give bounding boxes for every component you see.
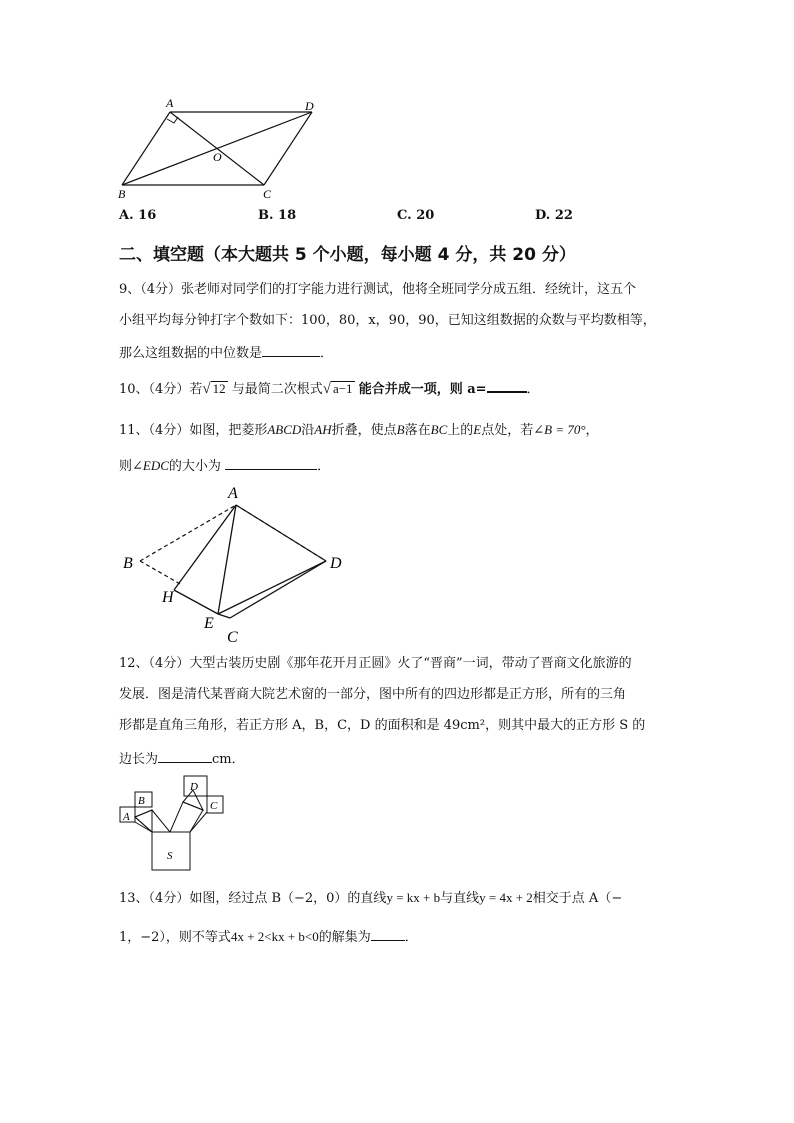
q11-angle-edc: ∠EDC (132, 458, 169, 473)
q11-text-4: 落在 (404, 423, 431, 438)
dashed-bh (140, 561, 182, 585)
label-h: H (162, 589, 174, 606)
segment-ac-hint (236, 505, 326, 561)
q11-text-5: 上的 (447, 423, 474, 438)
q10-end: ． (526, 382, 540, 397)
q11-text-1: 11、（4分）如图，把菱形 (119, 423, 268, 438)
q9-answer-blank[interactable] (262, 344, 320, 357)
segment-ed (218, 561, 326, 614)
q10-answer-blank[interactable] (487, 379, 527, 393)
side-ab (122, 112, 170, 185)
segment-ah (174, 505, 236, 590)
q11-angle-b: ∠B = 70° (533, 422, 586, 437)
q11-line2-end: ． (317, 459, 331, 474)
q9-line3-text: 那么这组数据的中位数是 (119, 346, 263, 361)
label-o: O (213, 150, 222, 164)
label-c: C (227, 629, 238, 646)
choice-c[interactable]: C. 20 (397, 208, 435, 223)
q11-text-3: 折叠，使点 (331, 423, 397, 438)
label-c: C (263, 187, 272, 201)
q13-answer-blank[interactable] (371, 928, 405, 941)
right-angle-mark (167, 117, 178, 123)
q11-line2-mid: 的大小为 (168, 459, 221, 474)
q12-line4 (119, 750, 245, 768)
q13-line2 (119, 928, 418, 946)
q13-text-3: 相交于点 A（− (532, 891, 623, 906)
q11-line1 (119, 422, 599, 439)
choice-a[interactable]: A. 16 (119, 208, 157, 223)
triangle-right (183, 790, 203, 810)
dashed-ba (140, 505, 236, 561)
connector-left (135, 822, 152, 832)
q13-inequality: 4x + 2<kx + b<0 (230, 929, 319, 944)
label-s: S (167, 850, 173, 862)
label-d: D (330, 555, 342, 572)
label-a: A (166, 96, 174, 110)
q11-b: B (396, 422, 405, 437)
q11-text-2: 沿 (301, 423, 315, 438)
q13-line-a: y = kx + b (386, 890, 441, 905)
label-e: E (204, 615, 214, 632)
segment-he (174, 590, 218, 614)
q12-answer-blank[interactable] (158, 750, 212, 763)
q13-text-2: 与直线 (440, 891, 480, 906)
label-c: C (210, 800, 218, 812)
label-d: D (305, 99, 314, 113)
diagonal-bd (122, 112, 312, 185)
segment-ec (218, 614, 230, 618)
side-dc (264, 112, 312, 185)
q10-prefix: 10、（4分）若 (119, 382, 203, 397)
squares-figure (115, 772, 230, 872)
q11-answer-blank[interactable] (225, 457, 317, 470)
q10-middle: 与最简二次根式 (231, 382, 323, 397)
connector-right (190, 812, 207, 832)
square-right (170, 802, 203, 832)
q12-line3: 形都是直角三角形，若正方形 A，B，C，D 的面积和是 49cm²，则其中最大的正方形 S 的 (119, 718, 646, 733)
segment-cd (230, 561, 326, 618)
q13-line2-mid: 的解集为 (318, 930, 371, 945)
q10-line (119, 379, 540, 398)
q9-end: ． (320, 346, 334, 361)
q12-line1: 12、（4分）大型古装历史剧《那年花开月正圆》火了“晋商”一词，带动了晋商文化旅游的 (119, 656, 632, 671)
label-b: B (138, 795, 145, 807)
q11-line2-prefix: 则 (119, 459, 133, 474)
q13-text-1: 13、（4分）如图，经过点 B（−2，0）的直线 (119, 891, 387, 906)
q11-e: E (473, 422, 482, 437)
q12-line4-prefix: 边长为 (119, 752, 159, 767)
q13-line2-end: ． (404, 930, 418, 945)
label-d: D (190, 781, 198, 793)
q13-line1 (119, 890, 622, 907)
q11-text-6: 点处，若 (481, 423, 534, 438)
q13-line-b: y = 4x + 2 (479, 890, 533, 905)
sqrt-12: √ 12 (202, 381, 226, 397)
q11-line2 (119, 457, 330, 475)
label-a: A (228, 485, 238, 502)
q9-line1: 9、（4分）张老师对同学们的打字能力进行测试，他将全班同学分成五组．经统计，这五个 (119, 282, 637, 297)
q13-line2-prefix: 1，−2），则不等式 (119, 930, 231, 945)
q11-bc: BC (430, 422, 448, 437)
rhombus-figure (118, 478, 358, 648)
q12-line4-end: cm． (212, 752, 245, 767)
parallelogram-figure (112, 95, 322, 203)
q9-line2: 小组平均每分钟打字个数如下：100，80，x，90，90，已知这组数据的众数与平均数相等， (119, 313, 656, 328)
label-b: B (118, 187, 126, 201)
choice-b[interactable]: B. 18 (258, 208, 297, 223)
label-b: B (123, 555, 133, 572)
sqrt-a-minus-1: √ a−1 (322, 381, 353, 397)
q10-suffix: 能合并成一项，则 a= (358, 382, 487, 397)
q9-line3 (119, 344, 333, 362)
q11-text-7: ， (585, 423, 599, 438)
segment-ae (218, 505, 236, 614)
label-a: A (123, 811, 130, 823)
q11-abcd: ABCD (267, 422, 302, 437)
q11-ah: AH (314, 422, 332, 437)
section-title: 二、填空题（本大题共 5 个小题，每小题 4 分，共 20 分） (119, 245, 576, 265)
q12-line2: 发展．图是清代某晋商大院艺术窗的一部分，图中所有的四边形都是正方形，所有的三角 (119, 687, 627, 702)
choice-d[interactable]: D. 22 (535, 208, 573, 223)
